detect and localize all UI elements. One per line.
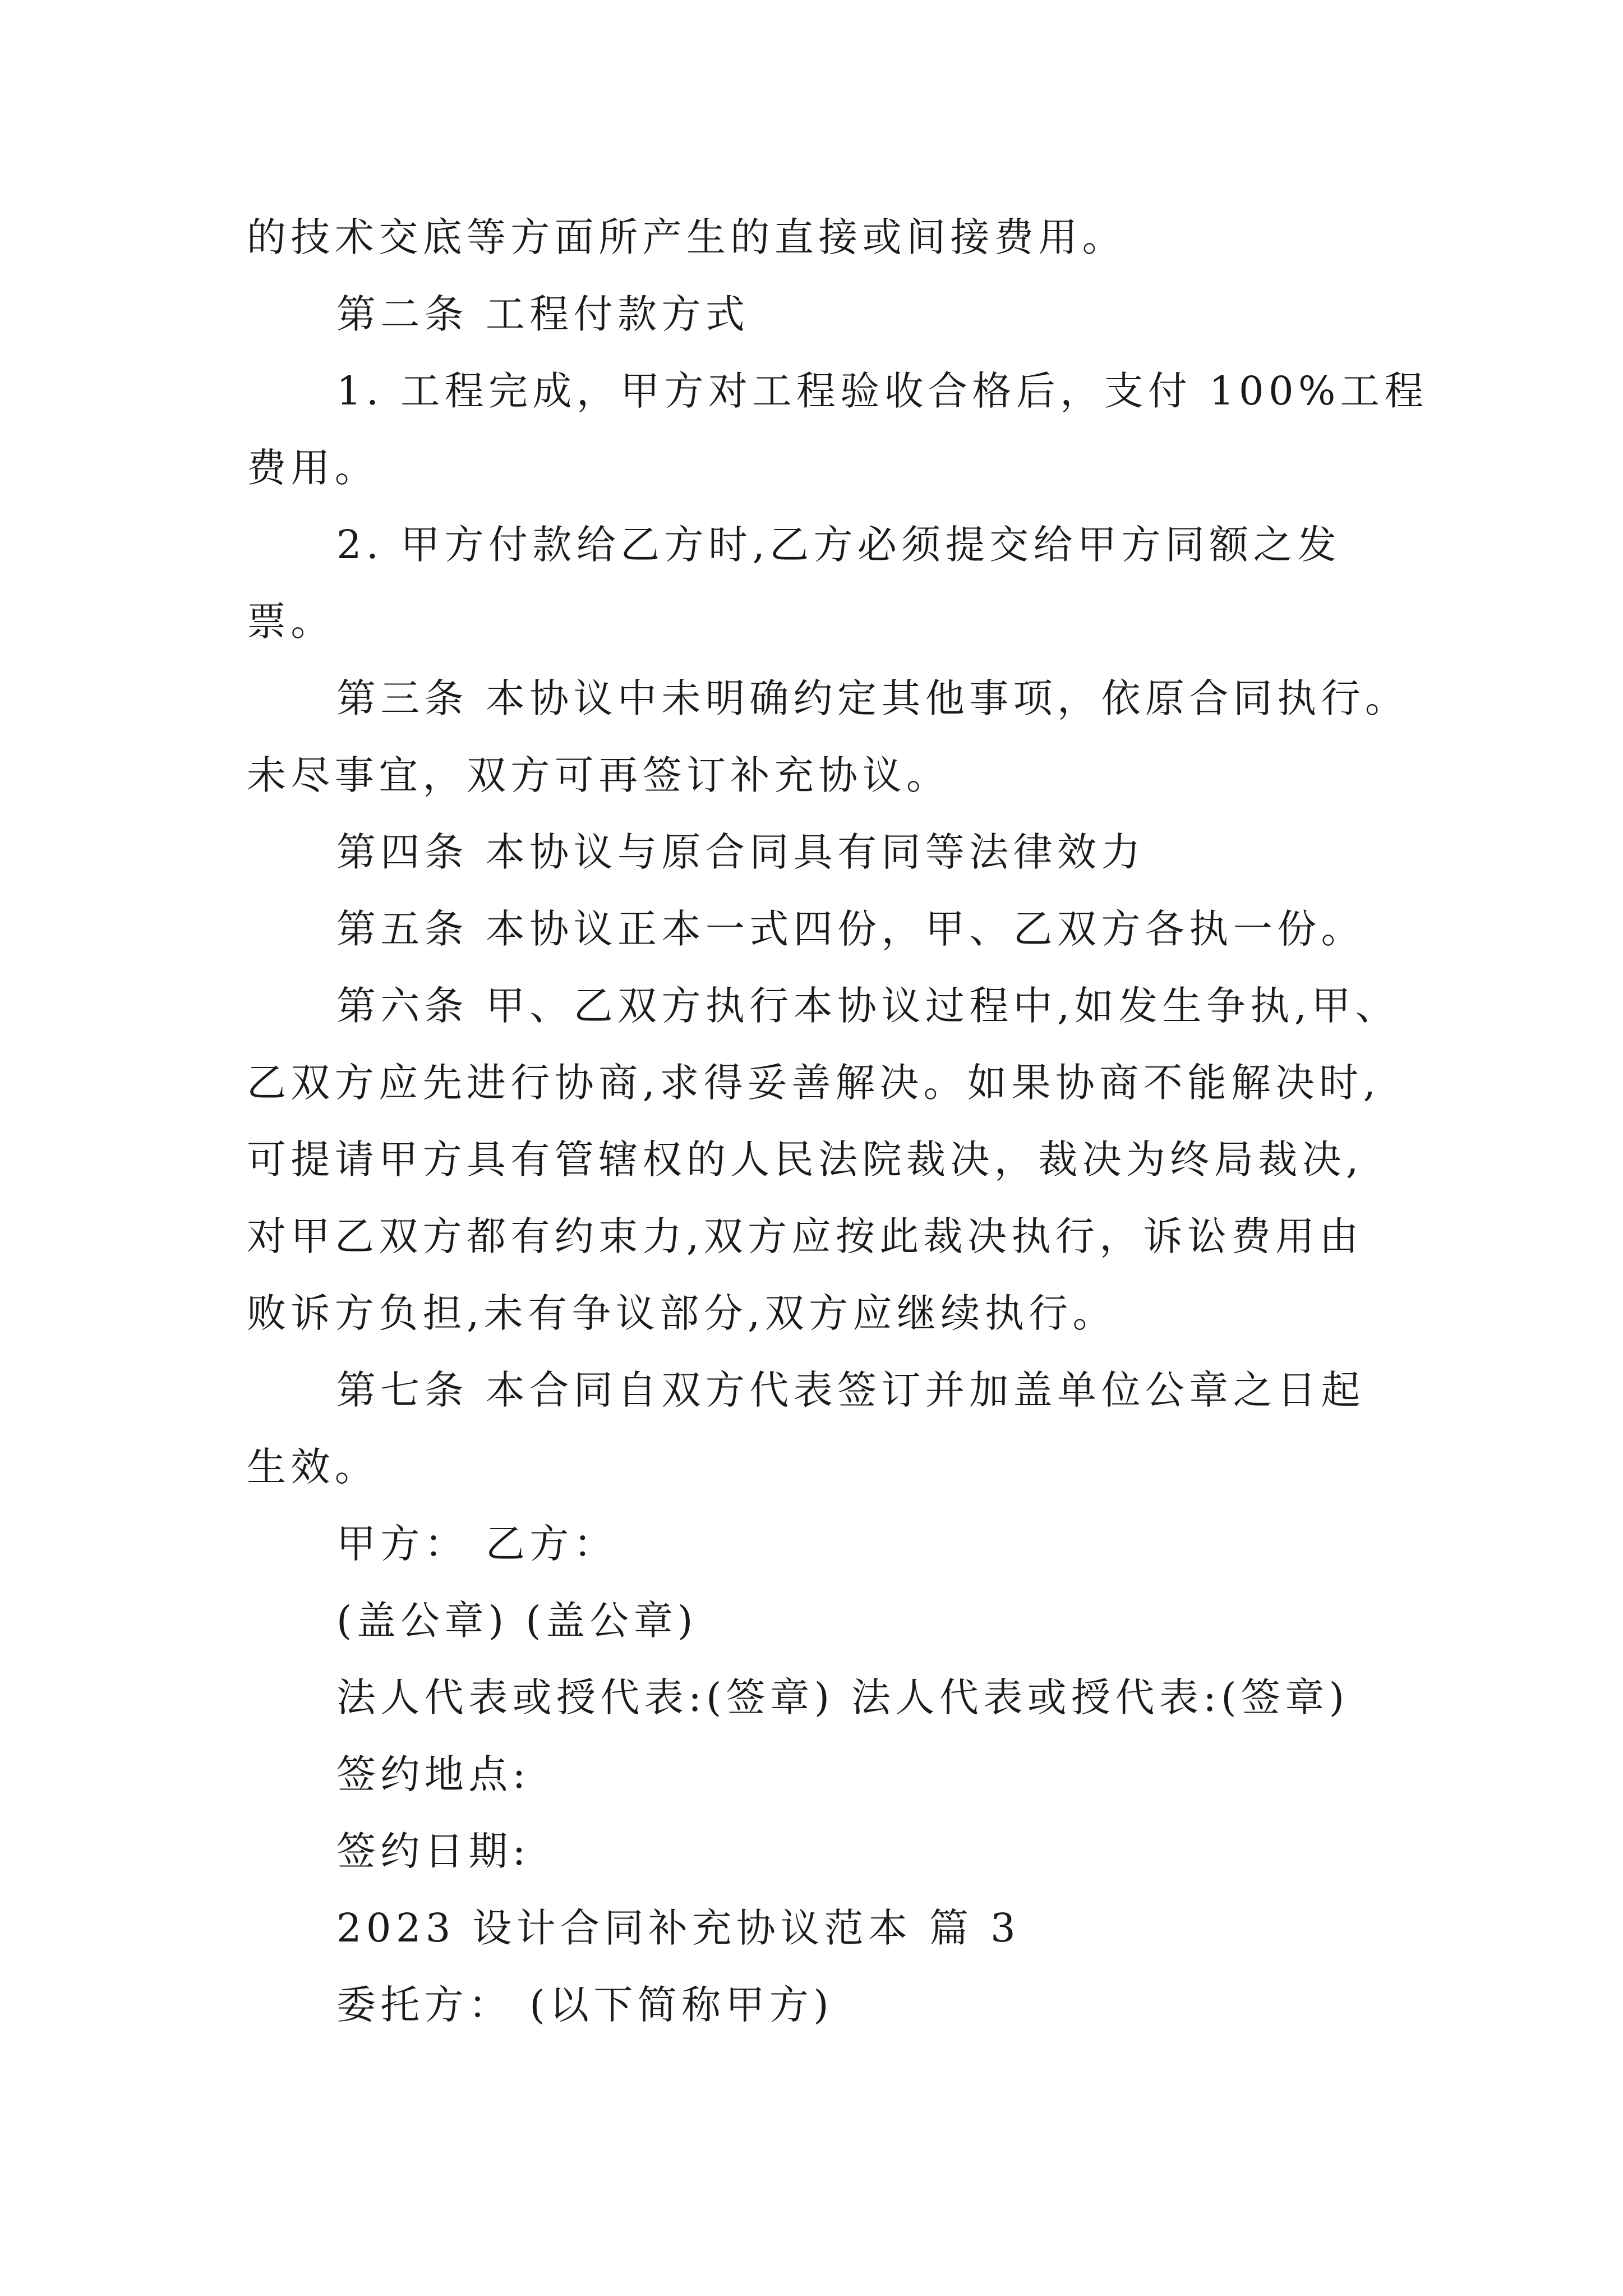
article-6-line-2: 乙双方应先进行协商,求得妥善解决。如果协商不能解决时, — [247, 1060, 1381, 1106]
article-2-item-2 — [247, 507, 1391, 660]
article-6-line-1: 第六条 甲、乙双方执行本协议过程中,如发生争执,甲、 — [336, 983, 1400, 1029]
article-4-text: 第四条 本协议与原合同具有同等法律效力 — [336, 829, 1145, 875]
article-2-title — [247, 276, 1391, 353]
article-6-line-5: 败诉方负担,未有争议部分,双方应继续执行。 — [247, 1290, 1117, 1336]
article-3-line-2: 未尽事宜，双方可再签订补充协议。 — [247, 752, 951, 798]
continued-paragraph — [247, 199, 1391, 276]
sign-place-line: 签约地点: — [336, 1751, 531, 1797]
article-2-item-1-line-1: 1. 工程完成，甲方对工程验收合格后，支付 100%工程 — [336, 368, 1428, 414]
article-3-line-1: 第三条 本协议中未明确约定其他事项，依原合同执行。 — [336, 675, 1409, 721]
seals-line: (盖公章) (盖公章) — [336, 1598, 698, 1644]
article-2-item-2-line-1: 2. 甲方付款给乙方时,乙方必须提交给甲方同额之发 — [336, 522, 1341, 568]
representatives-line: 法人代表或授代表:(签章) 法人代表或授代表:(签章) — [336, 1674, 1349, 1720]
article-7-line-2: 生效。 — [247, 1444, 379, 1490]
article-6 — [247, 968, 1400, 1352]
section-heading: 2023 设计合同补充协议范本 篇 3 — [336, 1905, 1021, 1951]
article-6-line-4: 对甲乙双方都有约束力,双方应按此裁决执行，诉讼费用由 — [247, 1213, 1363, 1259]
article-2-title-text: 第二条 工程付款方式 — [336, 291, 750, 337]
article-5-text: 第五条 本协议正本一式四份，甲、乙双方各执一份。 — [336, 906, 1365, 952]
article-4 — [247, 814, 1391, 891]
client-line: 委托方： (以下简称甲方) — [336, 1982, 834, 2028]
sign-date-line: 签约日期: — [336, 1828, 531, 1874]
article-7-line-1: 第七条 本合同自双方代表签订并加盖单位公章之日起 — [336, 1367, 1365, 1413]
parties-line: 甲方： 乙方： — [336, 1521, 618, 1567]
article-2-item-1-line-2: 费用。 — [247, 445, 379, 491]
article-5 — [247, 891, 1391, 968]
article-6-line-3: 可提请甲方具有管辖权的人民法院裁决，裁决为终局裁决, — [247, 1137, 1363, 1182]
continued-line: 的技术交底等方面所产生的直接或间接费用。 — [247, 214, 1126, 260]
article-7 — [247, 1352, 1391, 1506]
article-3 — [247, 660, 1409, 814]
document-body — [247, 199, 1428, 2044]
article-2-item-2-line-2: 票。 — [247, 599, 335, 645]
article-2-item-1 — [247, 353, 1428, 507]
